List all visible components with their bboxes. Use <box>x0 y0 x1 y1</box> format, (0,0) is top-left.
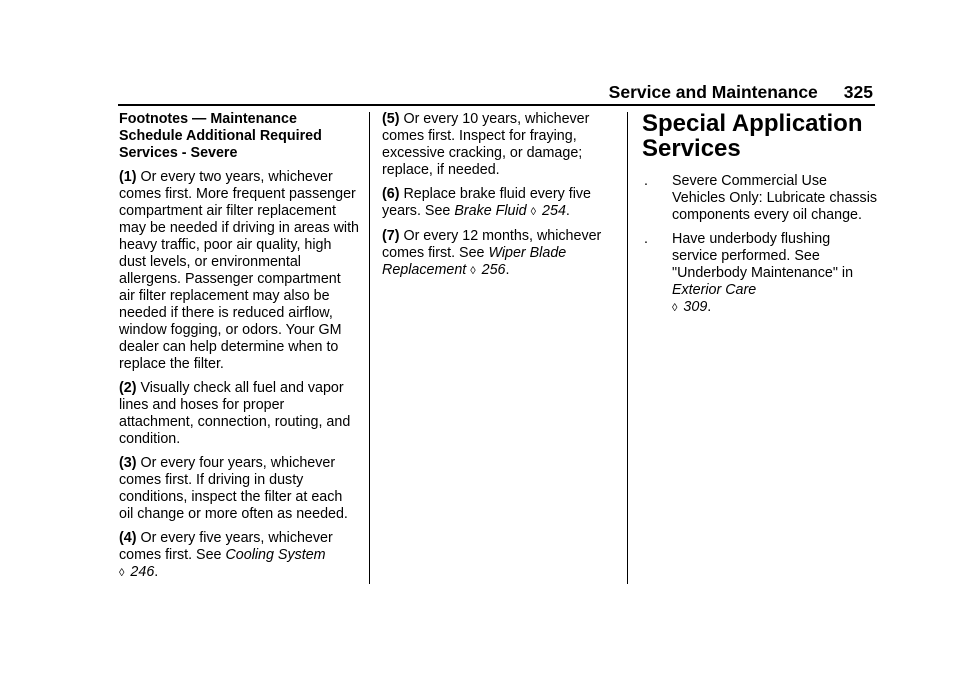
cross-reference-link[interactable]: Brake Fluid <box>454 203 527 219</box>
column-3 <box>642 111 878 324</box>
page-reference[interactable]: 246 <box>130 564 155 580</box>
bullet-mark: . <box>644 173 648 189</box>
page-reference[interactable]: 256 <box>481 262 506 278</box>
footnote-text: Or every 12 months, whichever comes first. See <box>382 228 602 261</box>
footnotes-heading: Footnotes — Maintenance Schedule Additional Required Services - Severe <box>119 111 322 161</box>
footnote-text: Or every two years, whichever comes first. More frequent passenger compartment air filter replacement may be needed if driving in areas with heavy traffic, poor air quality, high dust levels, or environmental allergens. Passenger compartment air filter replacement may also be needed if there is reduced airflow, window fogging, or odors. Your GM dealer can help determine when to replace the filter. <box>119 169 360 372</box>
footnote-2 <box>119 380 359 448</box>
bullet-text: Have underbody flushing service performed. See "Underbody Maintenance" in <box>672 231 854 281</box>
cross-reference-link[interactable]: Exterior Care <box>672 282 757 298</box>
page-ref-icon: ◊ <box>119 567 125 579</box>
page-number: 325 <box>843 82 873 102</box>
footnote-tag: (6) <box>382 186 400 202</box>
footnote-1 <box>119 169 359 373</box>
column-1 <box>119 111 359 589</box>
page-reference[interactable]: 309 <box>683 299 708 315</box>
footnote-5 <box>382 111 614 179</box>
footnote-tag: (3) <box>119 455 137 471</box>
page-header <box>0 82 873 103</box>
cross-reference-link[interactable]: Cooling System <box>225 547 326 563</box>
footnote-4: (4) Or every five years, whichever comes first. See Cooling System ◊ 246. <box>119 530 333 580</box>
footnote-tag: (5) <box>382 111 400 127</box>
footnote-tag: (2) <box>119 380 137 396</box>
footnote-text: Visually check all fuel and vapor lines and hoses for proper attachment, connection, routing, and condition. <box>119 380 351 447</box>
footnote-text: Replace brake fluid every five years. See <box>382 186 591 219</box>
footnote-text: Or every five years, whichever comes first. See <box>119 530 333 563</box>
footnote-tag: (4) <box>119 530 137 546</box>
footnote-text: Or every four years, whichever comes first. If driving in dusty conditions, inspect the filter at each oil change or more often as needed. <box>119 455 348 522</box>
page-ref-icon: ◊ <box>672 302 678 314</box>
bullet-text: Severe Commercial Use Vehicles Only: Lubricate chassis components every oil change. <box>672 173 878 223</box>
header-rule <box>118 104 875 106</box>
list-item <box>642 173 878 224</box>
footnote-3 <box>119 455 359 523</box>
column-divider <box>369 112 370 584</box>
footnote-tag: (1) <box>119 169 137 185</box>
footnote-7: (7) Or every 12 months, whichever comes first. See Wiper Blade Replacement ◊ 256. <box>382 228 602 278</box>
column-2 <box>382 111 614 287</box>
cross-reference-link[interactable]: Wiper Blade Replacement <box>382 245 567 278</box>
footnote-text: Or every 10 years, whichever comes first. Inspect for fraying, excessive cracking, or damage; replace, if needed. <box>382 111 590 178</box>
section-title: Service and Maintenance <box>608 82 818 102</box>
list-item: . Have underbody flushing service performed. See "Underbody Maintenance" in Exterior Care ◊ 309. <box>644 231 854 315</box>
bullet-mark: . <box>644 231 648 247</box>
footnote-6: (6) Replace brake fluid every five years. See Brake Fluid ◊ 254. <box>382 186 591 219</box>
section-heading: Special Application Services <box>642 110 863 162</box>
column-divider <box>627 112 628 584</box>
footnote-tag: (7) <box>382 228 400 244</box>
page-ref-icon: ◊ <box>530 206 537 218</box>
page-reference[interactable]: 254 <box>542 203 566 219</box>
page-ref-icon: ◊ <box>470 265 476 277</box>
